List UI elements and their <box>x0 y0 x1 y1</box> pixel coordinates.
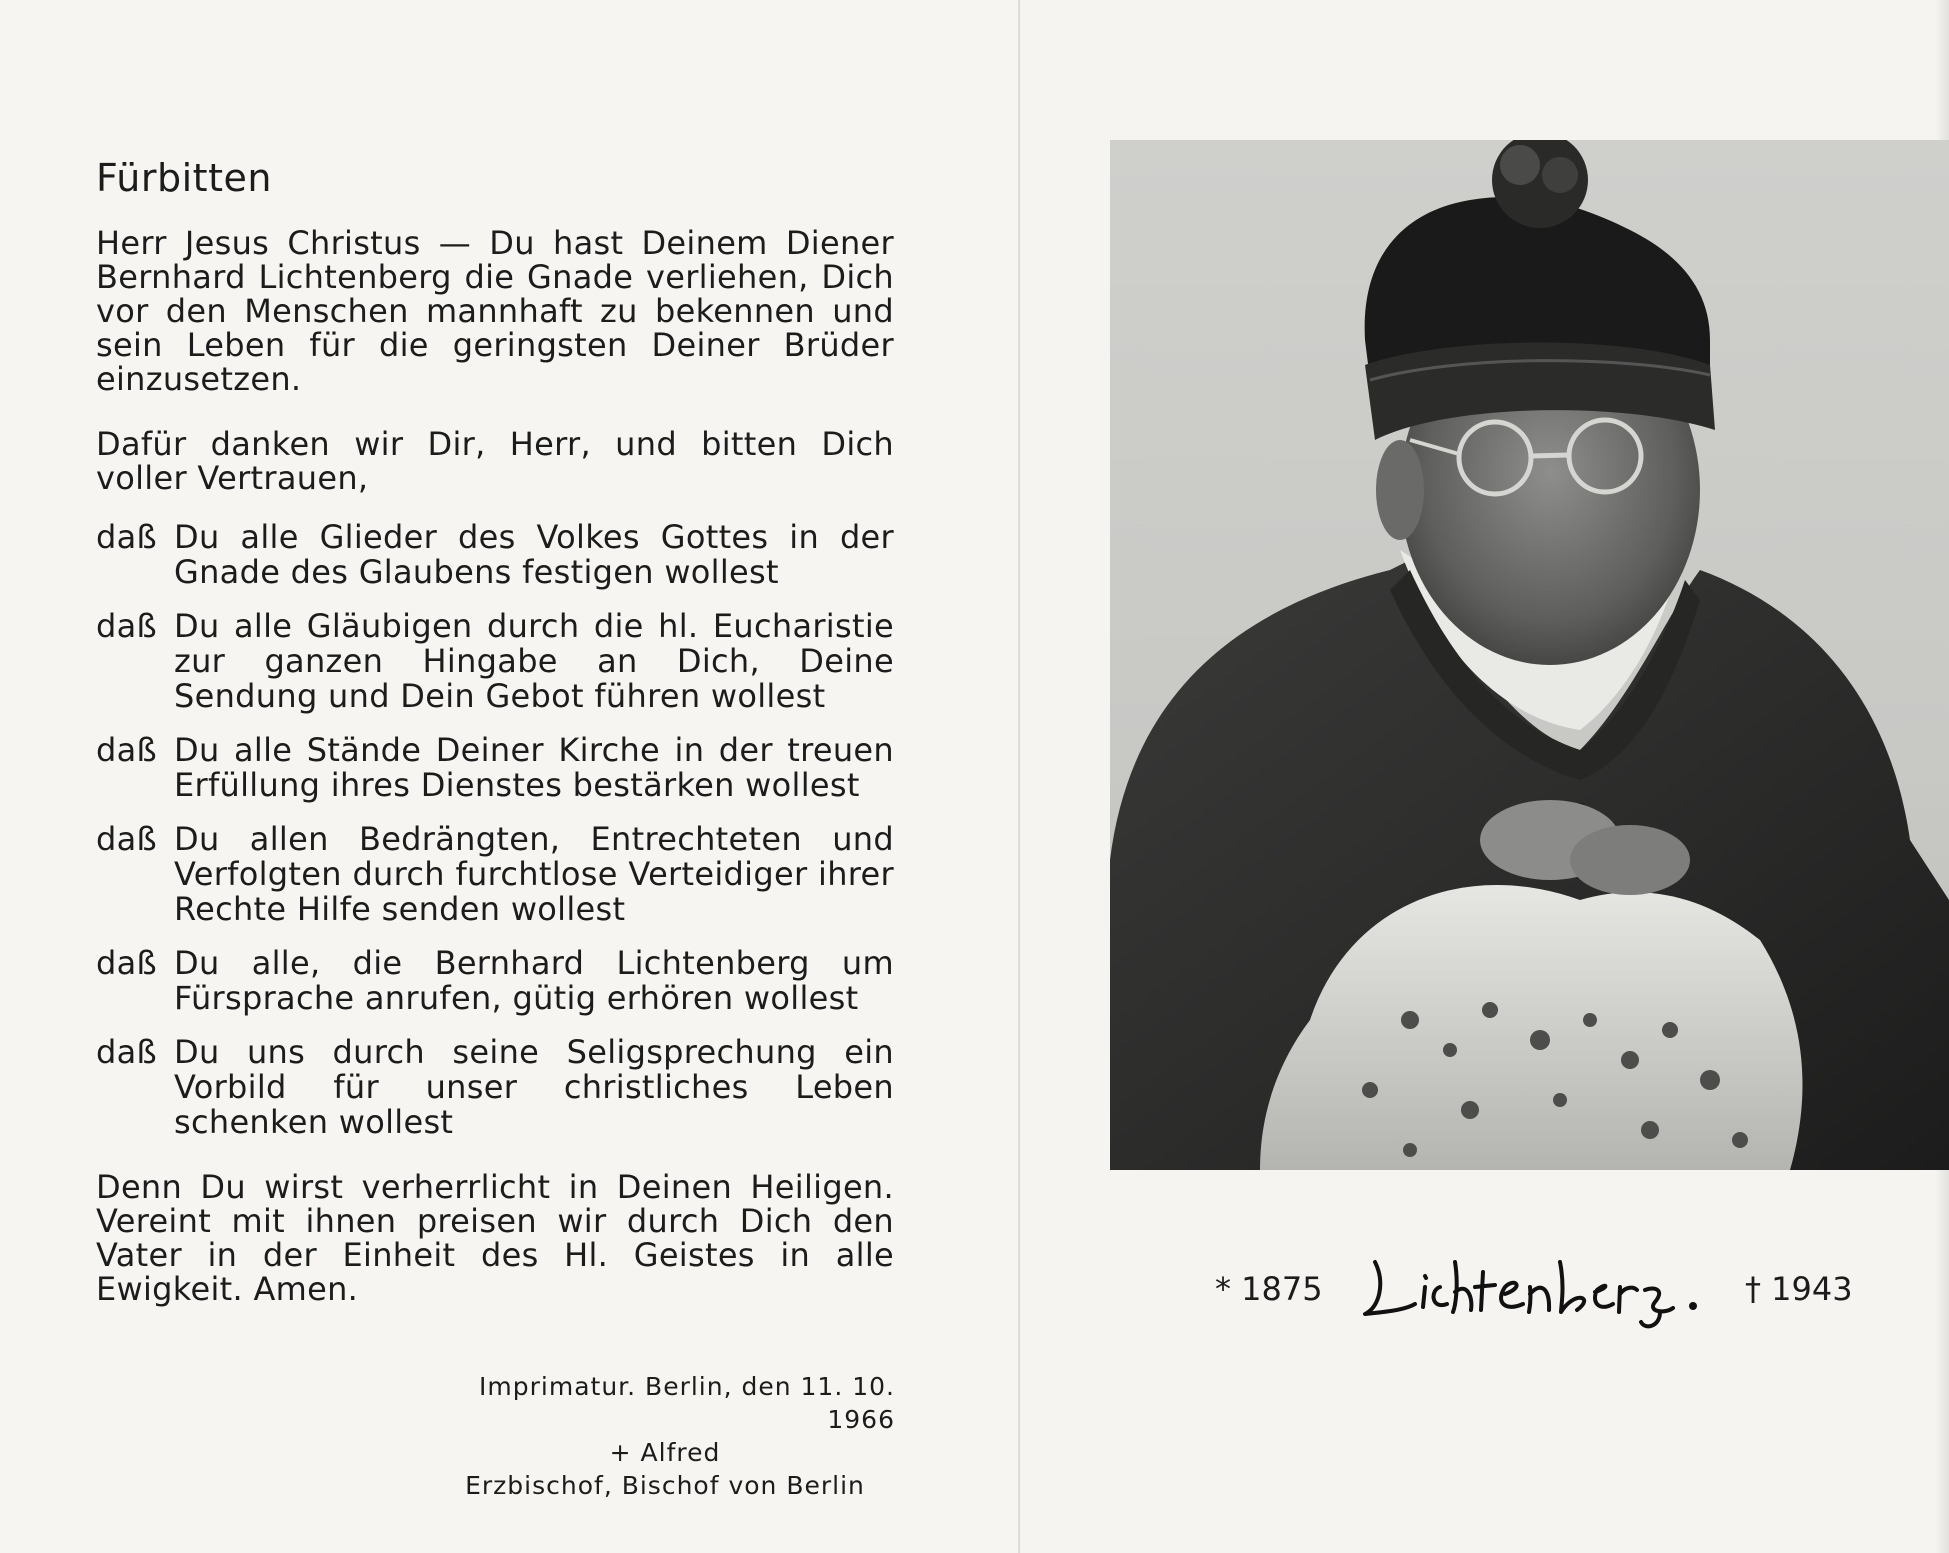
thanks-paragraph: Dafür danken wir Dir, Herr, und bitten Dich voller Vertrauen, <box>96 425 894 497</box>
petition-text: Du uns durch seine Seligsprechung ein Vorbild für unser christliches Leben schenken wollest <box>174 1033 894 1141</box>
imprimatur-block <box>405 1370 895 1502</box>
petition-lead: daß <box>96 820 157 858</box>
petition-item <box>96 733 894 803</box>
petition-text: Du alle Stände Deiner Kirche in der treuen Erfüllung ihres Dienstes bestärken wollest <box>174 731 894 804</box>
petition-text: Du alle Gläubigen durch die hl. Eucharistie zur ganzen Hingabe an Dich, Deine Sendung und Dein Gebot führen wollest <box>174 607 894 715</box>
petition-list <box>96 520 894 1159</box>
petition-lead: daß <box>96 731 157 769</box>
petition-lead: daß <box>96 944 157 982</box>
petition-item <box>96 822 894 927</box>
petition-item <box>96 520 894 590</box>
birth-year: * 1875 <box>1215 1270 1323 1308</box>
petition-text: Du allen Bedrängten, Entrechteten und Verfolgten durch furchtlose Verteidiger ihrer Rechte Hilfe senden wollest <box>174 820 894 928</box>
petition-lead: daß <box>96 518 157 556</box>
petition-lead: daß <box>96 1033 157 1071</box>
page-heading: Fürbitten <box>96 156 272 200</box>
imprimatur-signer: + Alfred <box>609 1438 721 1467</box>
intro-paragraph: Herr Jesus Christus — Du hast Deinem Diener Bernhard Lichtenberg die Gnade verliehen, Dich vor den Menschen mannhaft zu bekennen und sein Leben für die geringsten Deiner Brüder einzusetzen. <box>96 224 894 398</box>
life-dates <box>1205 1242 1885 1332</box>
petition-item <box>96 609 894 714</box>
petition-lead: daß <box>96 607 157 645</box>
death-year: † 1943 <box>1745 1270 1853 1308</box>
imprimatur-title: Erzbischof, Bischof von Berlin <box>465 1471 865 1500</box>
portrait-photo <box>1110 140 1949 1170</box>
handwritten-signature <box>1355 1242 1715 1340</box>
petition-text: Du alle Glieder des Volkes Gottes in der Gnade des Glaubens festigen wollest <box>174 518 894 591</box>
petition-item <box>96 1035 894 1140</box>
closing-paragraph: Denn Du wirst verherrlicht in Deinen Heiligen. Vereint mit ihnen preisen wir durch Dich den Vater in der Einheit des Hl. Geistes in alle Ewigkeit. Amen. <box>96 1168 894 1308</box>
imprimatur-line: Imprimatur. Berlin, den 11. 10. 1966 <box>479 1372 895 1434</box>
petition-text: Du alle, die Bernhard Lichtenberg um Fürsprache anrufen, gütig erhören wollest <box>174 944 894 1017</box>
petition-item <box>96 946 894 1016</box>
